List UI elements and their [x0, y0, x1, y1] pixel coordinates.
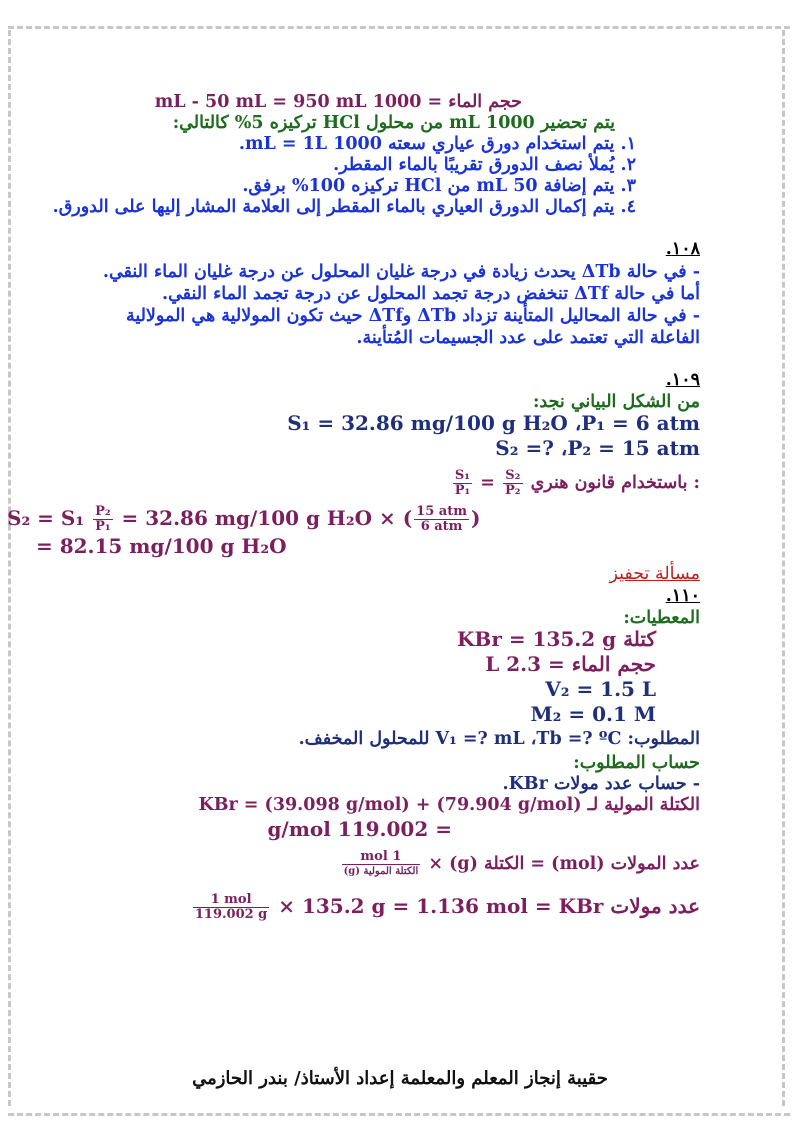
molar-mass-line: الكتلة المولية لـ KBr = (39.098 g/mol) + (79.904 g/mol) — [198, 795, 700, 815]
henry-law-line: : باستخدام قانون هنري $\frac{\text{S₁}}{\text{P₁}}$ = $\frac{\text{S₂}}{\text{P₂}}$ — [60, 466, 700, 500]
challenge-heading: مسألة تحفيز — [609, 564, 700, 584]
henry-equation: $\frac{\text{S₁}}{\text{P₁}}$ = $\frac{\text{S₂}}{\text{P₂}}$ — [454, 468, 521, 498]
question-110-number: ١١٠. — [665, 586, 700, 606]
question-109-number: ١٠٩. — [665, 370, 700, 390]
step-2: ٢. يُملأ نصف الدورق تقريبًا بالماء المقطر. — [333, 155, 636, 175]
q108-paragraph-1: - في حالة ΔTb يحدث زيادة في درجة غليان المحلول عن درجة غليان الماء النقي. أما في حالة ΔTf تنخفض درجة تجمد المحلول عن درجة تجمد الماء النقي. — [102, 262, 700, 304]
border-top — [8, 26, 790, 37]
givens-heading: المعطيات: — [623, 608, 700, 628]
m2-value: M₂ = 0.1 M — [530, 702, 656, 726]
step-1: ١. يتم استخدام دورق عياري سعته 1000 mL = 1L. — [238, 134, 636, 154]
v2-value: V₂ = 1.5 L — [545, 677, 656, 701]
s2-result: = 82.15 mg/100 g H₂O — [36, 534, 287, 558]
graph-intro: من الشكل البياني نجد: — [532, 392, 700, 412]
required-line: المطلوب: V₁ =? mL ،Tb =? ºC للمحلول المخفف. — [298, 729, 700, 749]
moles-result: عدد مولات KBr = $\frac{\text{1 mol}}{119.002 g}$ × 135.2 g = 1.136 mol — [194, 892, 700, 922]
footer-credit: حقيبة إنجاز المعلم والمعلمة إعداد الأستاذ/ بندر الحازمي — [192, 1068, 608, 1089]
water-volume-line: حجم الماء = 1000 mL - 50 mL = 950 mL — [154, 92, 522, 112]
molar-mass-result: = 119.002 g/mol — [267, 817, 452, 841]
q108-paragraph-2: - في حالة المحاليل المتأينة تزداد ΔTb وΔTf حيث تكون المولالية هي المولالية الفاعلة التي تعتمد على عدد الجسيمات المُتأينة. — [125, 306, 700, 348]
water-volume-2: حجم الماء = 2.3 L — [485, 652, 656, 676]
page-content — [7, 92, 700, 927]
calc-moles: - حساب عدد مولات KBr. — [502, 774, 700, 794]
s2-p2-line: S₂ =? ،P₂ = 15 atm — [495, 436, 700, 460]
border-bottom — [8, 1113, 790, 1124]
question-108-number: ١٠٨. — [665, 239, 700, 259]
calc-required: حساب المطلوب: — [573, 753, 700, 773]
border-right — [782, 30, 793, 1106]
prep-intro: يتم تحضير 1000 mL من محلول HCl تركيزه 5% كالتالي: — [172, 113, 615, 133]
step-4: ٤. يتم إكمال الدورق العياري بالماء المقطر إلى العلامة المشار إليها على الدورق. — [52, 197, 636, 217]
s1-p1-line: S₁ = 32.86 mg/100 g H₂O ،P₁ = 6 atm — [287, 411, 700, 435]
border-left — [8, 30, 19, 1106]
kbr-mass: كتلة KBr = 135.2 g — [457, 627, 656, 651]
moles-formula: عدد المولات (mol) = الكتلة (g) × $\frac{\text{1 mol}}{\text{الكتلة المولية (g)}}$ — [343, 849, 700, 877]
s2-calculation: S₂ = S₁ $\frac{\text{P₂}}{\text{P₁}}$ = 32.86 mg/100 g H₂O × ( $\frac{\text{15 atm}}{\text{6 atm}}$ ) — [7, 504, 481, 534]
step-3: ٣. يتم إضافة 50 mL من HCl تركيزه 100% برفق. — [242, 176, 636, 196]
